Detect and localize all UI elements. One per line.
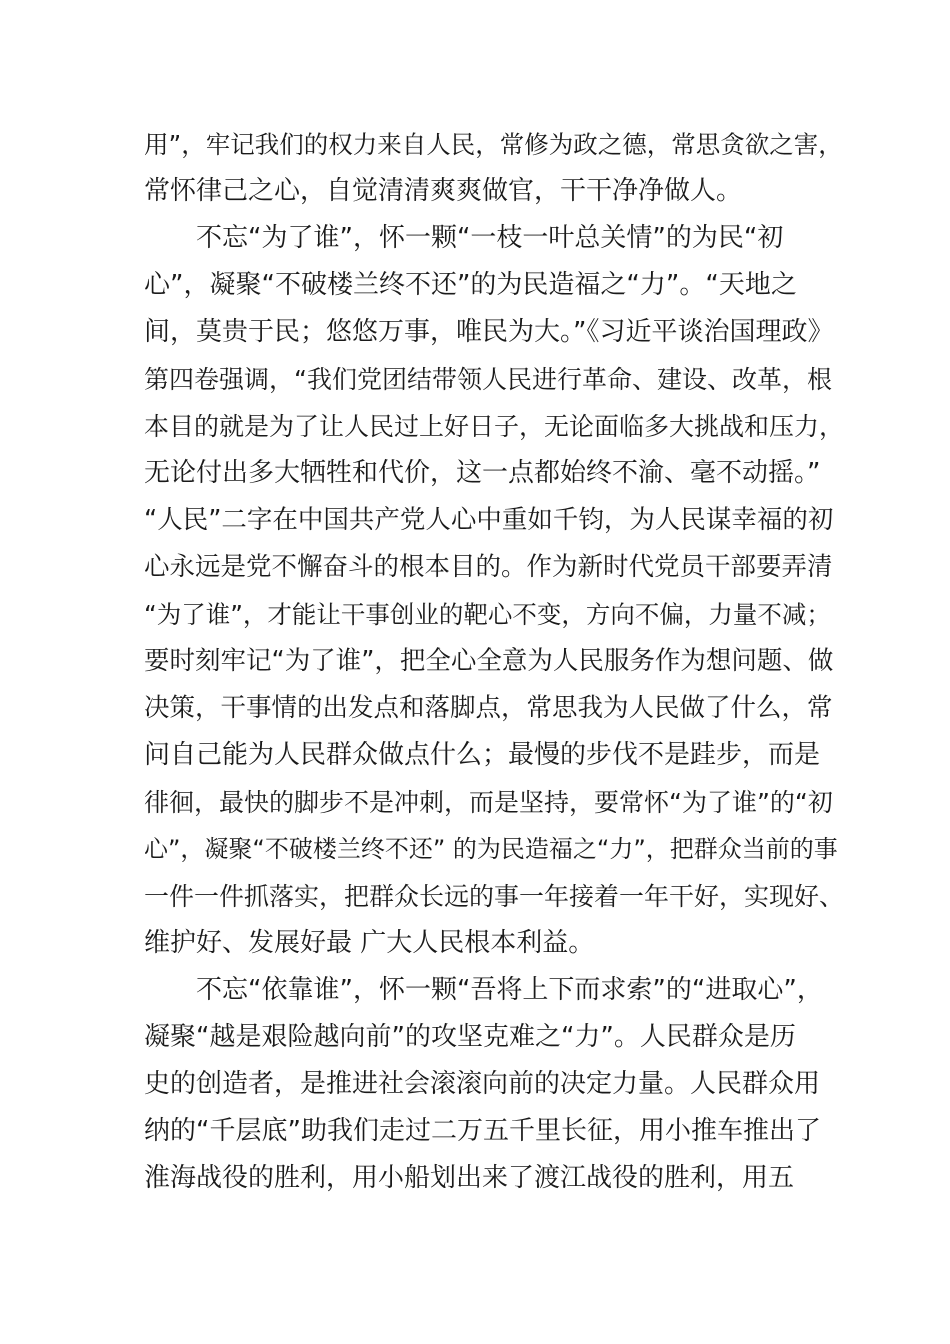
text-line: “为了谁”，才能让干事创业的靶心不变，方向不偏，力量不减； — [144, 600, 831, 629]
text-line: 维护好、发展好最 广大人民根本利益。 — [144, 928, 595, 958]
text-line: 常怀律己之心，自觉清清爽爽做官，干干净净做人。 — [144, 176, 743, 206]
text-line: 一件一件抓落实，把群众长远的事一年接着一年干好，实现好、 — [144, 882, 845, 911]
text-line: 史的创造者，是推进社会滚滚向前的决定力量。人民群众用 — [144, 1069, 821, 1099]
body-text — [144, 121, 844, 1202]
text-line: 要时刻牢记“为了谁”，把全心全意为人民服务作为想问题、做 — [144, 646, 834, 676]
text-line: 心”，凝聚“不破楼兰终不还” 的为民造福之“力”，把群众当前的事 — [144, 835, 838, 863]
text-line: 凝聚“越是艰险越向前”的攻坚克难之“力”。人民群众是历 — [144, 1022, 796, 1052]
text-line: 淮海战役的胜利，用小船划出来了渡江战役的胜利，用五 — [144, 1163, 795, 1193]
text-line: 决策，干事情的出发点和落脚点，常思我为人民做了什么，常 — [144, 693, 833, 723]
text-line: 间，莫贵于民；悠悠万事，唯民为大。”《习近平谈治国理政》 — [144, 317, 834, 347]
text-line: 第四卷强调，“我们党团结带领人民进行革命、建设、改革，根 — [144, 365, 832, 394]
text-line: 本目的就是为了让人民过上好日子，无论面临多大挑战和压力， — [144, 412, 845, 441]
text-line: 无论付出多大牺牲和代价，这一点都始终不渝、毫不动摇。” — [144, 458, 821, 488]
text-line: 心”，凝聚“不破楼兰终不还”的为民造福之“力”。“天地之 — [144, 270, 797, 300]
text-line: 用”，牢记我们的权力来自人民，常修为政之德，常思贪欲之害， — [144, 130, 843, 159]
text-line: 心永远是党不懈奋斗的根本目的。作为新时代党员干部要弄清 — [144, 552, 833, 582]
text-line: 问自己能为人民群众做点什么；最慢的步伐不是跬步，而是 — [144, 740, 821, 770]
paragraph-start-line: 不忘“依靠谁”，怀一颗“吾将上下而求索”的“进取心”， — [196, 975, 823, 1005]
paragraph-start-line: 不忘“为了谁”，怀一颗“一枝一叶总关情”的为民“初 — [196, 223, 784, 253]
text-line: “人民”二字在中国共产党人心中重如千钧，为人民谋幸福的初 — [144, 505, 834, 535]
text-line: 纳的“千层底”助我们走过二万五千里长征，用小推车推出了 — [144, 1116, 821, 1146]
text-line: 徘徊，最快的脚步不是冲刺，而是坚持，要常怀“为了谁”的“初 — [144, 788, 833, 817]
